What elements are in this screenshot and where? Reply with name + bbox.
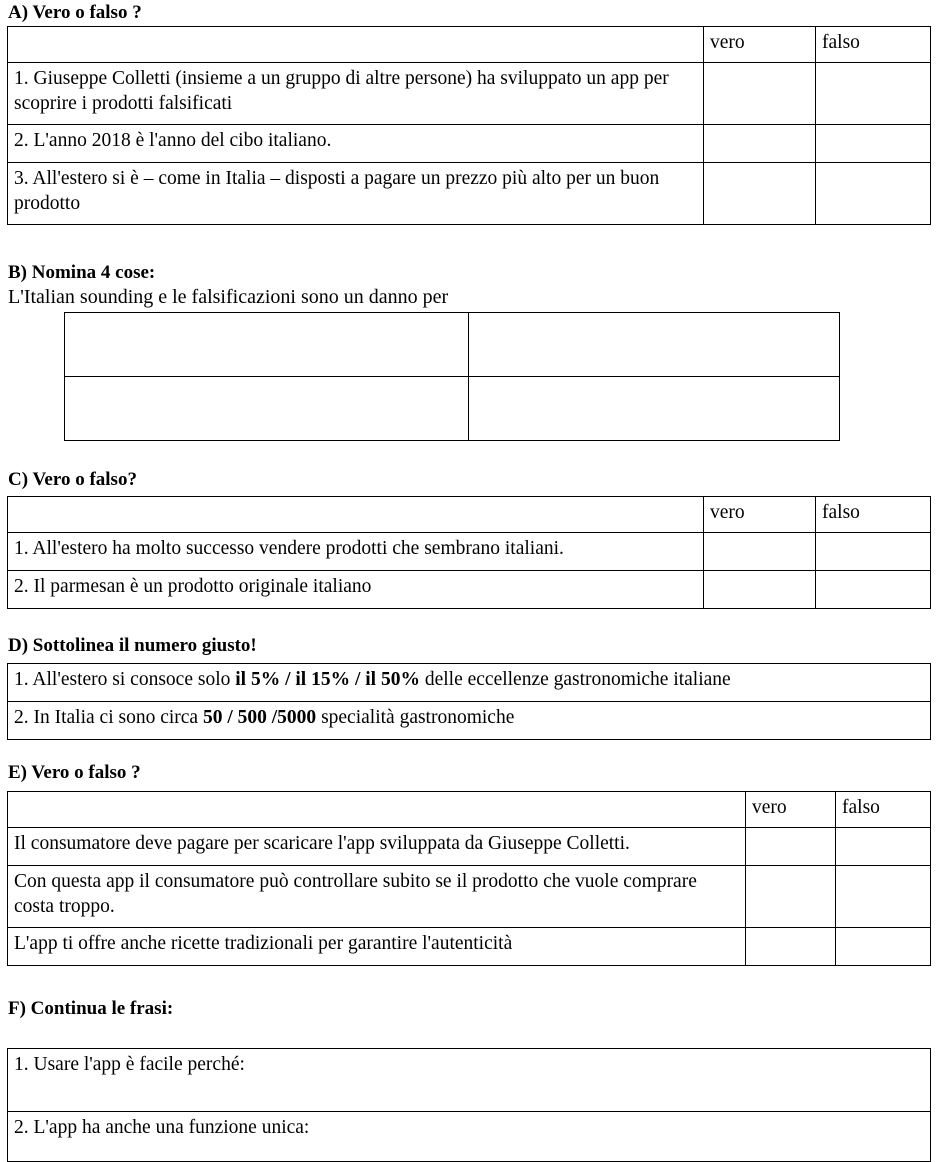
section-e-answer-falso-2[interactable] — [836, 866, 931, 928]
section-b-table — [64, 312, 840, 441]
section-d-2-post: specialità gastronomiche — [316, 707, 515, 728]
table-row — [65, 313, 840, 377]
table-row — [8, 928, 931, 966]
section-c-answer-falso-2[interactable] — [816, 571, 931, 609]
section-b-answer-4[interactable] — [469, 377, 840, 441]
section-e-statement-1: Il consumatore deve pagare per scaricare l'app sviluppata da Giuseppe Colletti. — [8, 828, 746, 866]
section-a-header-empty — [8, 27, 704, 63]
section-d-1-choices[interactable]: il 5% / il 15% / il 50% — [235, 669, 420, 690]
section-e-col-vero: vero — [746, 792, 836, 828]
section-a-col-falso: falso — [816, 27, 931, 63]
table-header-row — [8, 497, 931, 533]
section-a-statement-1: 1. Giuseppe Colletti (insieme a un gruppo di altre persone) ha sviluppato un app per scoprire i prodotti falsificati — [8, 63, 704, 125]
section-d-heading: D) Sottolinea il numero giusto! — [8, 635, 257, 656]
table-row — [65, 377, 840, 441]
section-f-prompt-2[interactable]: 2. L'app ha anche una funzione unica: — [8, 1112, 931, 1162]
section-a-statement-2: 2. L'anno 2018 è l'anno del cibo italiano. — [8, 125, 704, 163]
section-a-answer-falso-2[interactable] — [816, 125, 931, 163]
section-c-heading: C) Vero o falso? — [8, 469, 137, 490]
section-e-answer-vero-2[interactable] — [746, 866, 836, 928]
table-row — [8, 866, 931, 928]
section-d-2-choices[interactable]: 50 / 500 /5000 — [202, 707, 317, 728]
section-f-table — [7, 1048, 931, 1162]
section-a-answer-vero-2[interactable] — [704, 125, 816, 163]
table-row — [8, 1049, 931, 1112]
table-row — [8, 163, 931, 225]
table-row — [8, 1112, 931, 1162]
section-b-heading: B) Nomina 4 cose: — [8, 262, 156, 283]
table-row — [8, 125, 931, 163]
section-a-statement-3: 3. All'estero si è – come in Italia – disposti a pagare un prezzo più alto per un buon prodotto — [8, 163, 704, 225]
section-b-subheading: L'Italian sounding e le falsificazioni sono un danno per — [8, 286, 449, 308]
section-d-statement-1[interactable] — [8, 664, 931, 702]
section-c-answer-falso-1[interactable] — [816, 533, 931, 571]
section-c-col-falso: falso — [816, 497, 931, 533]
section-f-heading: F) Continua le frasi: — [8, 998, 174, 1019]
section-e-col-falso: falso — [836, 792, 931, 828]
table-row — [8, 533, 931, 571]
section-b-answer-3[interactable] — [65, 377, 469, 441]
section-d-table — [7, 663, 931, 740]
section-d-2-pre: 2. In Italia ci sono circa — [14, 707, 203, 728]
section-b-answer-1[interactable] — [65, 313, 469, 377]
section-e-statement-2: Con questa app il consumatore può controllare subito se il prodotto che vuole comprare costa troppo. — [8, 866, 746, 928]
section-f-prompt-1[interactable]: 1. Usare l'app è facile perché: — [8, 1049, 931, 1112]
section-b-answer-2[interactable] — [469, 313, 840, 377]
section-e-answer-vero-1[interactable] — [746, 828, 836, 866]
section-e-answer-falso-3[interactable] — [836, 928, 931, 966]
table-header-row — [8, 792, 931, 828]
section-a-heading: A) Vero o falso ? — [8, 2, 142, 23]
section-a-answer-falso-3[interactable] — [816, 163, 931, 225]
section-c-answer-vero-2[interactable] — [704, 571, 816, 609]
section-c-col-vero: vero — [704, 497, 816, 533]
section-e-header-empty — [8, 792, 746, 828]
section-c-statement-1: 1. All'estero ha molto successo vendere prodotti che sembrano italiani. — [8, 533, 704, 571]
table-row — [8, 702, 931, 740]
section-e-answer-vero-3[interactable] — [746, 928, 836, 966]
section-d-1-post: delle eccellenze gastronomiche italiane — [419, 669, 731, 690]
table-header-row — [8, 27, 931, 63]
section-c-header-empty — [8, 497, 704, 533]
section-d-statement-2[interactable] — [8, 702, 931, 740]
section-a-answer-vero-3[interactable] — [704, 163, 816, 225]
section-a-answer-vero-1[interactable] — [704, 63, 816, 125]
section-e-statement-3: L'app ti offre anche ricette tradizionali per garantire l'autenticità — [8, 928, 746, 966]
section-a-answer-falso-1[interactable] — [816, 63, 931, 125]
section-c-table — [7, 496, 931, 609]
section-c-answer-vero-1[interactable] — [704, 533, 816, 571]
section-e-heading: E) Vero o falso ? — [8, 762, 141, 783]
section-e-table — [7, 791, 931, 966]
table-row — [8, 63, 931, 125]
section-a-table — [7, 26, 931, 225]
table-row — [8, 664, 931, 702]
section-e-answer-falso-1[interactable] — [836, 828, 931, 866]
section-d-1-pre: 1. All'estero si consoce solo — [14, 669, 236, 690]
section-c-statement-2: 2. Il parmesan è un prodotto originale italiano — [8, 571, 704, 609]
section-a-col-vero: vero — [704, 27, 816, 63]
table-row — [8, 828, 931, 866]
table-row — [8, 571, 931, 609]
